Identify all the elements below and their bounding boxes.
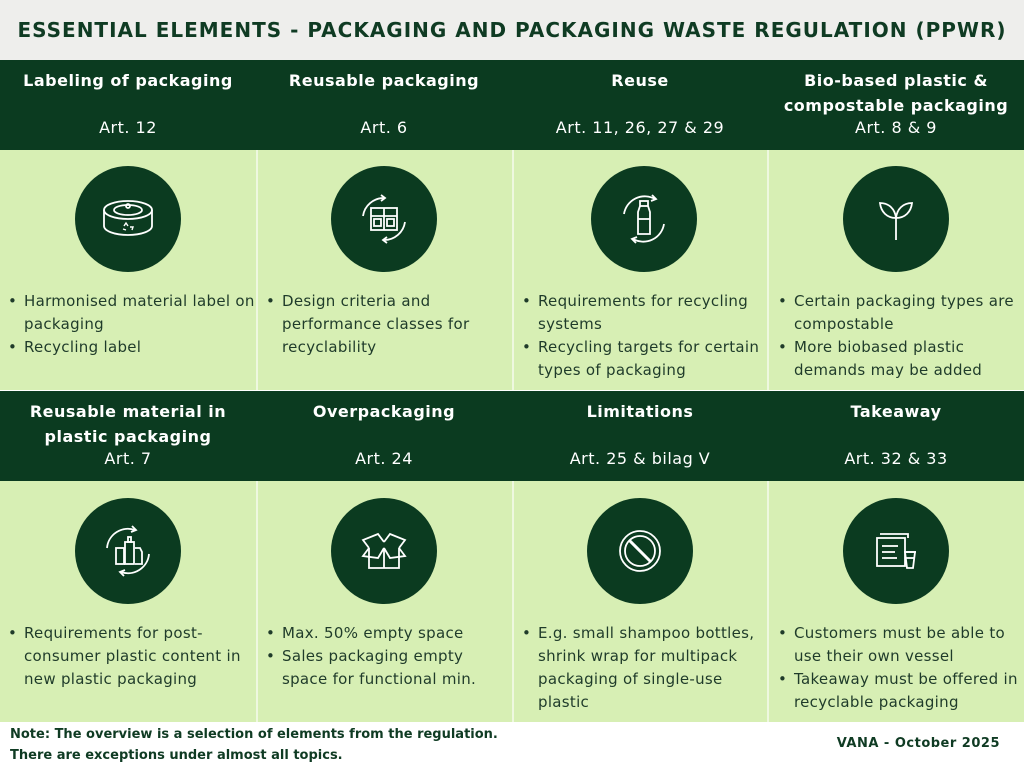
list-item: • Recycling targets for certain types of packaging (518, 336, 768, 382)
column-divider (256, 150, 258, 390)
card-reuse-bullets (518, 290, 768, 382)
card-article: Art. 7 (104, 449, 152, 468)
card-article: Art. 24 (355, 449, 413, 468)
card-article: Art. 25 & bilag V (569, 449, 711, 468)
card-title: Labeling of packaging (23, 71, 233, 90)
card-title: Bio-based plastic & compostable packaging (783, 71, 1009, 115)
card-title: Reusable packaging (288, 71, 480, 90)
column-divider (256, 481, 258, 722)
card-takeaway-bullets (774, 622, 1024, 714)
list-item: • Customers must be able to use their own vessel (774, 622, 1024, 668)
list-item: • Certain packaging types are compostable (774, 290, 1024, 336)
card-recycled-content-bullets (4, 622, 256, 691)
card-article: Art. 6 (360, 118, 408, 137)
reusable-box-icon (331, 166, 437, 272)
plastic-bottles-cycle-icon (75, 498, 181, 604)
labeled-tin-icon (75, 166, 181, 272)
column-divider (767, 481, 769, 722)
open-box-icon (331, 498, 437, 604)
title-bar (0, 0, 1024, 60)
list-item: • E.g. small shampoo bottles, shrink wrap for multipack packaging of single-use plastic (518, 622, 762, 714)
card-title: Reuse (611, 71, 669, 90)
takeaway-menu-icon (843, 498, 949, 604)
list-item: • Design criteria and performance classes for recyclability (262, 290, 510, 359)
card-title: Takeaway (850, 402, 942, 421)
column-divider (512, 150, 514, 390)
page-title: ESSENTIAL ELEMENTS - PACKAGING AND PACKAGING WASTE REGULATION (PPWR) (17, 18, 1007, 42)
sprout-icon (843, 166, 949, 272)
list-item: • Takeaway must be offered in recyclable packaging (774, 668, 1024, 714)
card-article: Art. 32 & 33 (844, 449, 948, 468)
list-item: • Requirements for post-consumer plastic content in new plastic packaging (4, 622, 256, 691)
prohibited-icon (587, 498, 693, 604)
list-item: • Sales packaging empty space for functional min. (262, 645, 510, 691)
list-item: • More biobased plastic demands may be added (774, 336, 1024, 382)
card-title: Overpackaging (312, 402, 456, 421)
bottle-cycle-icon (591, 166, 697, 272)
card-article: Art. 8 & 9 (855, 118, 937, 137)
card-overpackaging-bullets (262, 622, 510, 691)
list-item: • Max. 50% empty space (262, 622, 510, 645)
card-limitations-bullets (518, 622, 762, 714)
card-labeling-bullets (4, 290, 256, 359)
footer-brand: VANA - October 2025 (836, 736, 1000, 751)
footer-note: Note: The overview is a selection of elements from the regulation. There are exceptions under almost all topics. (10, 727, 498, 763)
list-item: • Recycling label (4, 336, 256, 359)
card-reusable-packaging-bullets (262, 290, 510, 359)
card-title: Reusable material in plastic packaging (29, 402, 227, 446)
card-title: Limitations (586, 402, 694, 421)
card-biobased-bullets (774, 290, 1024, 382)
list-item: • Harmonised material label on packaging (4, 290, 256, 336)
list-item: • Requirements for recycling systems (518, 290, 768, 336)
column-divider (512, 481, 514, 722)
card-article: Art. 11, 26, 27 & 29 (555, 118, 725, 137)
card-article: Art. 12 (99, 118, 157, 137)
